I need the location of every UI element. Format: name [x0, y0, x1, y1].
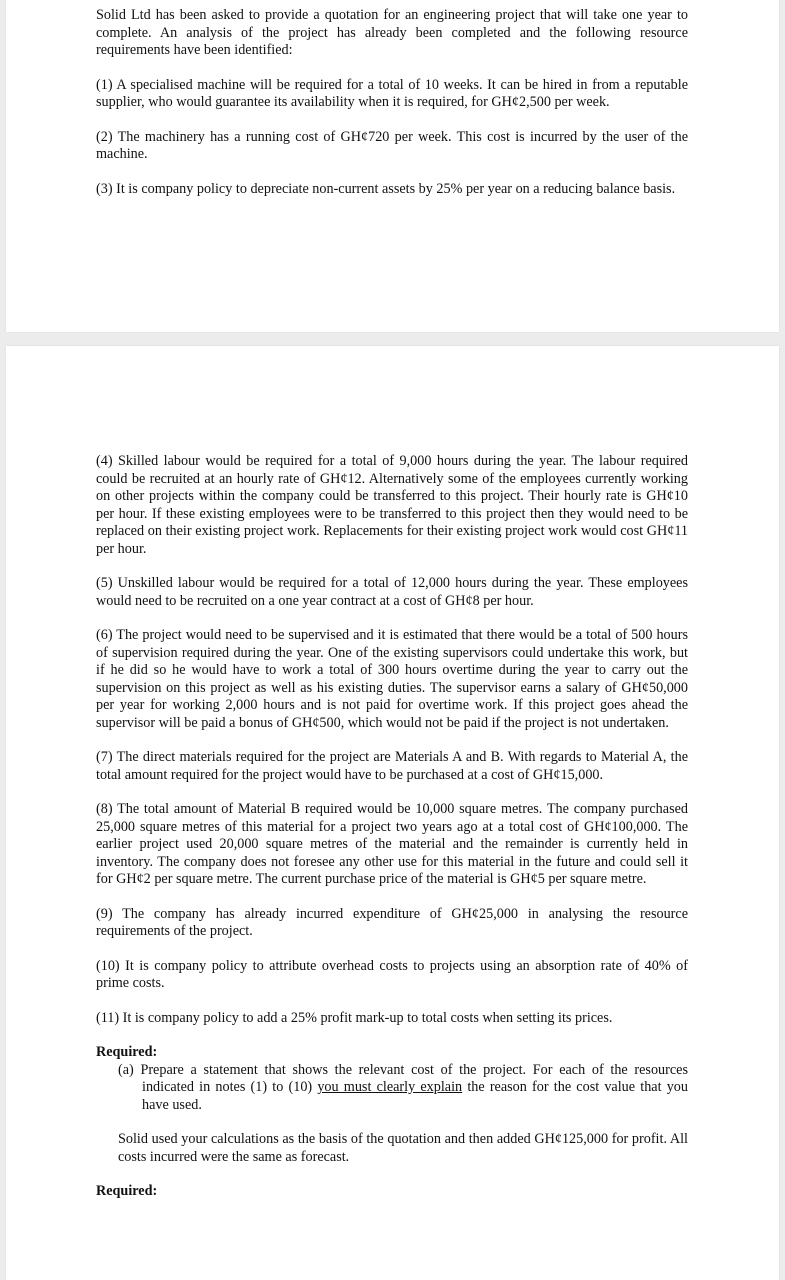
requirement-a	[118, 1062, 688, 1115]
followup-paragraph: Solid used your calculations as the basis of the quotation and then added GH¢125,000 for profit. All costs incurred were the same as forecast.	[118, 1131, 688, 1165]
note-11: (11) It is company policy to add a 25% profit mark-up to total costs when setting its prices.	[96, 1009, 613, 1026]
page-2-text	[96, 453, 688, 1201]
note-8: (8) The total amount of Material B required would be 10,000 square metres. The company purchased 25,000 square metres of this material for a project two years ago at a total cost of GH¢100,000. The earlier project used 20,000 square metres of the material and the remainder is currently held in inventory. The company does not foresee any other use for this material in the future and could sell it for GH¢2 per square metre. The current purchase price of the material is GH¢5 per square metre.	[96, 801, 688, 887]
note-6: (6) The project would need to be supervised and it is estimated that there would be a total of 500 hours of supervision required during the year. One of the existing supervisors could undertake this work, but if he did so he would have to work a total of 300 hours overtime during the year to carry out the supervision on this project as well as his existing duties. The supervisor earns a salary of GH¢50,000 per year for working 2,000 hours and is not paid for overtime work. If this project goes ahead the supervisor will be paid a bonus of GH¢500, which would not be paid if the project is not undertaken.	[96, 627, 688, 731]
document-page-1	[6, 0, 779, 332]
note-7: (7) The direct materials required for the project are Materials A and B. With regards to Material A, the total amount required for the project would have to be purchased at a cost of GH¢15,000.	[96, 749, 688, 783]
intro-paragraph: Solid Ltd has been asked to provide a quotation for an engineering project that will take one year to complete. An analysis of the project has already been completed and the following resource requirements have been identified:	[96, 7, 688, 58]
required-heading: Required:	[96, 1044, 158, 1060]
note-9: (9) The company has already incurred expenditure of GH¢25,000 in analysing the resource requirements of the project.	[96, 905, 688, 939]
requirement-a-text-2: the reason for the cost value that you have used.	[142, 1079, 688, 1113]
note-5: (5) Unskilled labour would be required for a total of 12,000 hours during the year. These employees would need to be recruited on a one year contract at a cost of GH¢8 per hour.	[96, 575, 688, 609]
requirement-a-text-1: (a) Prepare a statement that shows the relevant cost of the project. For each of the resources indicated in notes (1) to (10)	[118, 1061, 688, 1095]
note-1: (1) A specialised machine will be required for a total of 10 weeks. It can be hired in from a reputable supplier, who would guarantee its availability when it is required, for GH¢2,500 per week.	[96, 76, 688, 110]
note-2: (2) The machinery has a running cost of GH¢720 per week. This cost is incurred by the user of the machine.	[96, 128, 688, 162]
note-4: (4) Skilled labour would be required for a total of 9,000 hours during the year. The labour required could be recruited at an hourly rate of GH¢12. Alternatively some of the employees currently working on other projects within the company could be transferred to this project. Their hourly rate is GH¢10 per hour. If these existing employees were to be transferred to this project then they would need to be replaced on their existing project work. Replacements for their existing project work would cost GH¢11 per hour.	[96, 453, 688, 557]
required-heading-2: Required:	[96, 1183, 158, 1199]
note-10: (10) It is company policy to attribute overhead costs to projects using an absorption rate of 40% of prime costs.	[96, 957, 688, 991]
page-1-text	[96, 7, 688, 215]
note-3: (3) It is company policy to depreciate non-current assets by 25% per year on a reducing balance basis.	[96, 180, 676, 197]
document-page-2	[6, 346, 779, 1280]
requirement-a-underlined: you must clearly explain	[317, 1079, 463, 1095]
